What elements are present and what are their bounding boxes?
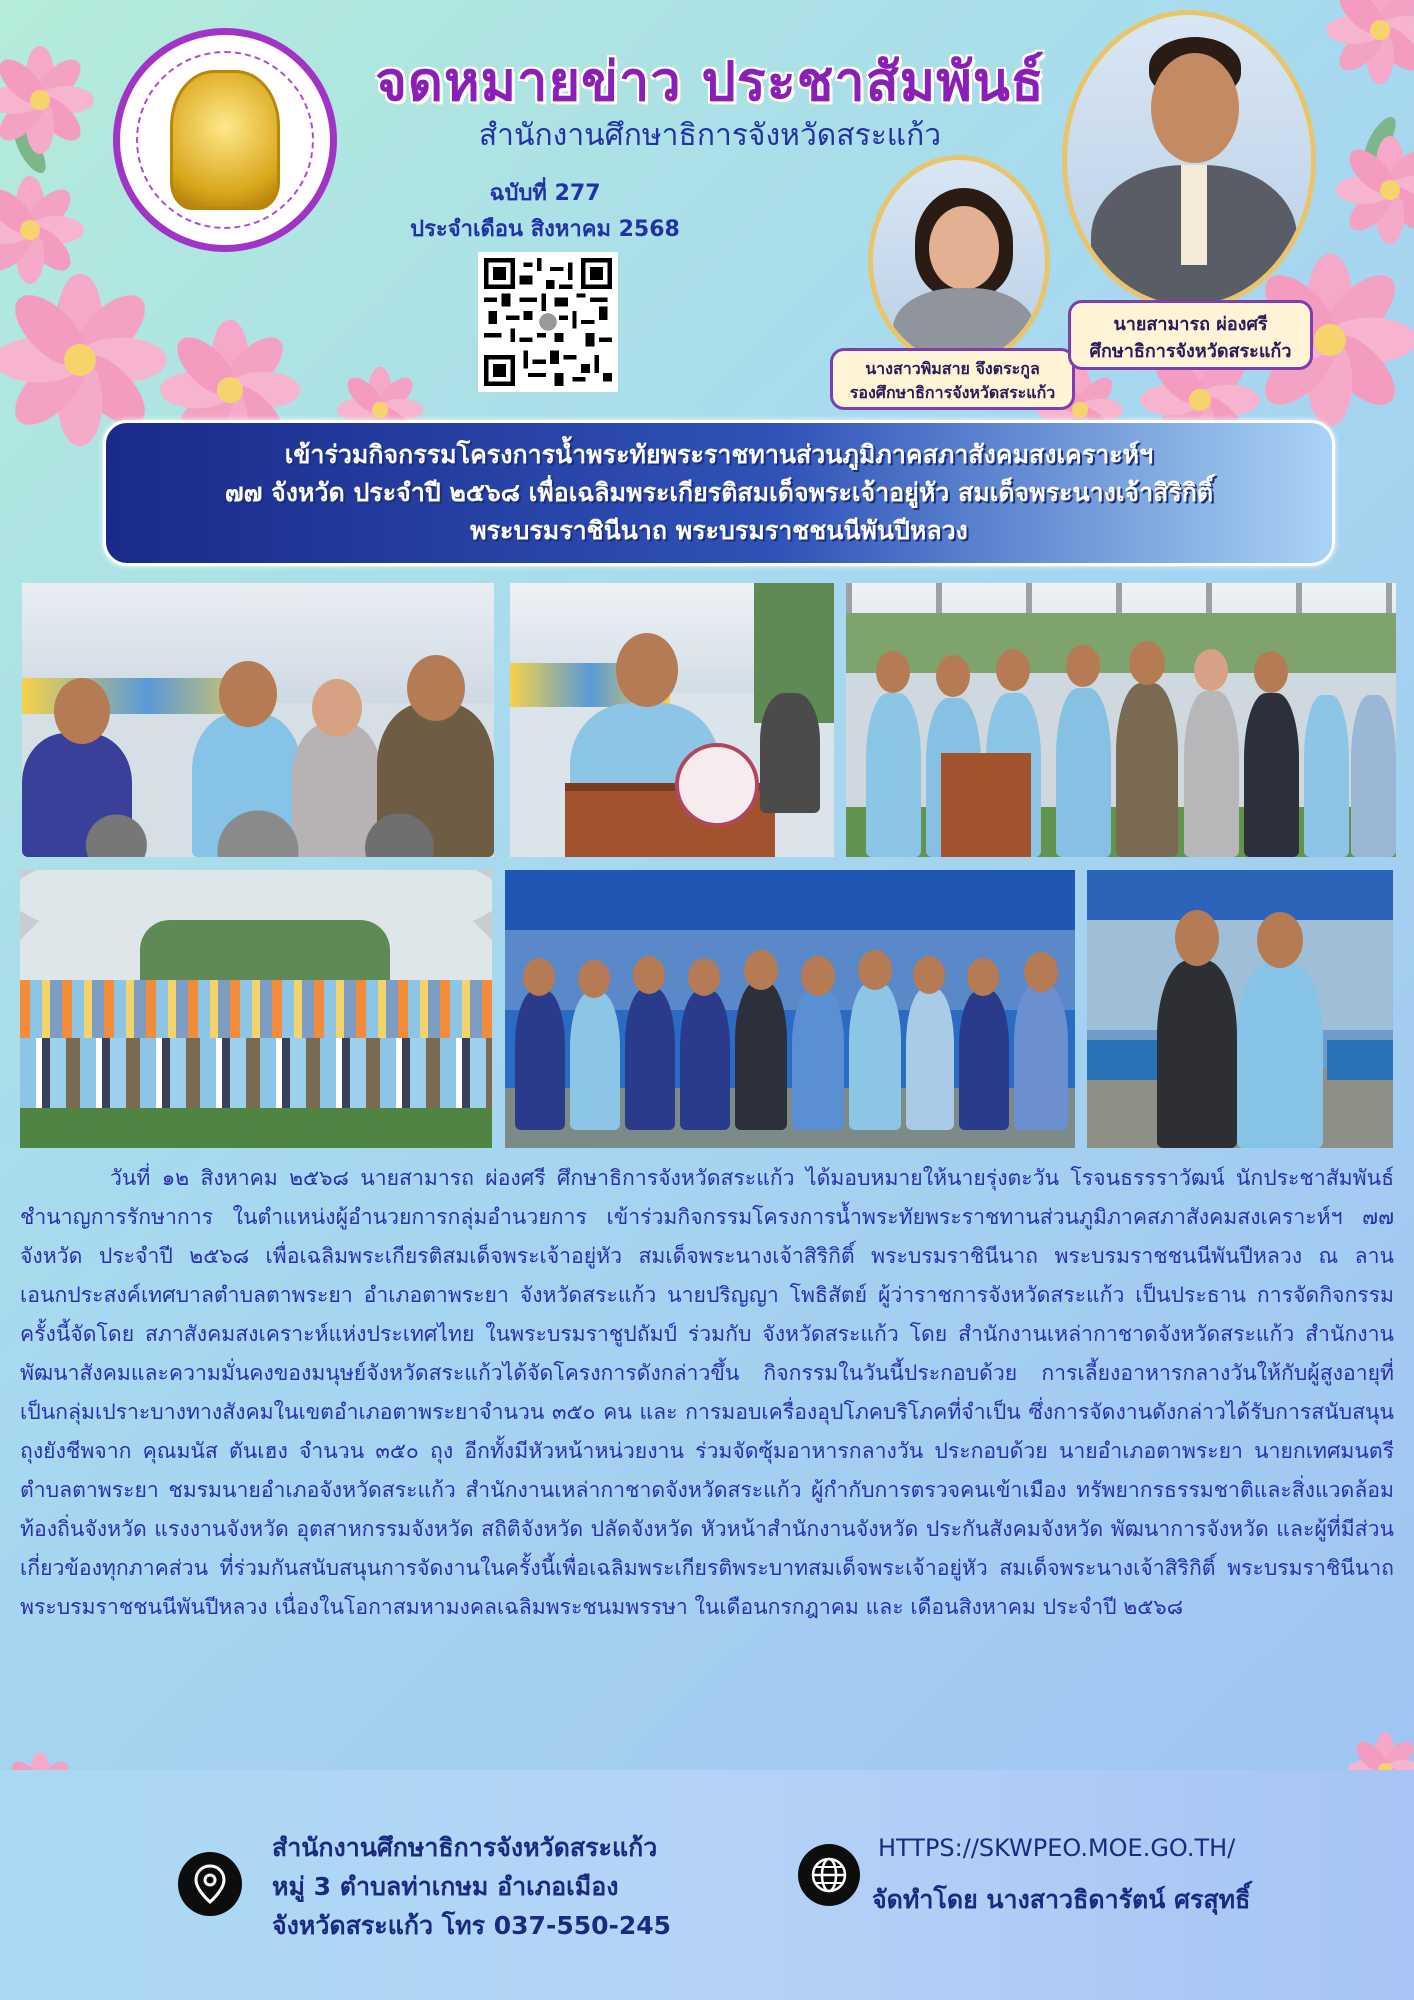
- author-credit: จัดทำโดย นางสาวธิดารัตน์ ศรสุทธิ์: [872, 1885, 1251, 1914]
- address-line-2: หมู่ 3 ตำบลท่าเกษม อำเภอเมือง: [272, 1872, 619, 1901]
- office-name: สำนักงานศึกษาธิการจังหวัดสระแก้ว: [478, 118, 942, 153]
- background-trees: [140, 920, 390, 980]
- globe-glyph: [810, 1856, 848, 1894]
- qr-code-pattern: [484, 258, 612, 386]
- deputy-name: นางสาวพิมสาย จึงตระกูล: [865, 359, 1040, 378]
- director-name-badge: [1068, 300, 1313, 370]
- director-portrait: [1062, 10, 1316, 310]
- issue-info: [400, 176, 690, 248]
- office-address: [272, 1828, 742, 1945]
- deputy-title: รองศึกษาธิการจังหวัดสระแก้ว: [849, 383, 1056, 402]
- address-line-1: สำนักงานศึกษาธิการจังหวัดสระแก้ว: [272, 1833, 658, 1862]
- headline-line-2: ๗๗ จังหวัด ประจำปี ๒๕๖๘ เพื่อเฉลิมพระเกียรติสมเด็จพระเจ้าอยู่หัว สมเด็จพระนางเจ้าสิริกิติ์: [224, 478, 1214, 507]
- event-photo-6: [1087, 870, 1393, 1148]
- event-photo-1: [22, 583, 494, 857]
- news-headline-box: [103, 420, 1335, 566]
- front-row: [20, 1038, 492, 1108]
- event-photo-3: [846, 583, 1396, 857]
- newsletter-title: จดหมายข่าว ประชาสัมพันธ์: [375, 50, 1045, 113]
- director-name: นายสามารถ ผ่องศรี: [1113, 314, 1268, 335]
- address-line-3: จังหวัดสระแก้ว โทร 037-550-245: [272, 1911, 672, 1940]
- event-photo-2: [510, 583, 834, 857]
- table: [1327, 1040, 1393, 1080]
- blue-tent: [505, 870, 1075, 930]
- deputy-portrait: [868, 155, 1050, 367]
- event-photo-4: [20, 870, 492, 1148]
- podium-seal: [675, 743, 759, 827]
- news-paragraph: วันที่ ๑๒ สิงหาคม ๒๕๖๘ นายสามารถ ผ่องศรี ศึกษาธิการจังหวัดสระแก้ว ได้มอบหมายให้นายรุ่งตะวัน โรจนธรรราวัฒน์ นักประชาสัมพันธ์ชำนาญการรักษาการ ในตำแหน่งผู้อำนวยการกลุ่มอำนวยการ เข้าร่วมกิจกรรมโครงการน้ำพระทัยพระราชทานส่วนภูมิภาคสภาสังคมสงเคราะห์ฯ ๗๗ จังหวัด ประจำปี ๒๕๖๘ เพื่อเฉลิมพระเกียรติสมเด็จพระเจ้าอยู่หัว สมเด็จพระนางเจ้าสิริกิติ์ พระบรมราชินีนาถ พระบรมราชชนนีพันปีหลวง ณ ลานเอนกประสงค์เทศบาลตำบลตาพระยา อำเภอตาพระยา จังหวัดสระแก้ว นายปริญญา โพธิสัตย์ ผู้ว่าราชการจังหวัดสระแก้ว เป็นประธาน การจัดกิจกรรมครั้งนี้จัดโดย สภาสังคมสงเคราะห์แห่งประเทศไทย ในพระบรมราชูปถัมป์ ร่วมกับ จังหวัดสระแก้ว โดย สำนักงานเหล่ากาชาดจังหวัดสระแก้ว สำนักงานพัฒนาสังคมและความมั่นคงของมนุษย์จังหวัดสระแก้วได้จัดโครงการดังกล่าวขึ้น กิจกรรมในวันนี้ประกอบด้วย การเลี้ยงอาหารกลางวันให้กับผู้สูงอายุที่เป็นกลุ่มเปราะบางทางสังคมในเขตอำเภอตาพระยาจำนวน ๓๕๐ คน และ การมอบเครื่องอุปโภคบริโภคที่จำเป็น ซึ่งการจัดงานดังกล่าวได้รับการสนับสนุนถุงยังชีพจาก คุณมนัส ตันเฮง จำนวน ๓๕๐ ถุง อีกทั้งมีหัวหน้าหน่วยงาน ร่วมจัดซุ้มอาหารกลางวัน ประกอบด้วย นายอำเภอตาพระยา นายกเทศมนตรีตำบลตาพระยา ชมรมนายอำเภอจังหวัดสระแก้ว สำนักงานเหล่ากาชาดจังหวัดสระแก้ว ผู้กำกับการตรวจคนเข้าเมือง ทรัพยากรธรรมชาติและสิ่งแวดล้อม ท้องถิ่นจังหวัด แรงงานจังหวัด อุตสาหกรรมจังหวัด สถิติจังหวัด ปลัดจังหวัด หัวหน้าสำนักงานจังหวัด ประกันสังคมจังหวัด พัฒนาการจังหวัด และผู้ที่มีส่วนเกี่ยวข้องทุกภาคส่วน ที่ร่วมกันสนับสนุนการจัดงานในครั้งนี้เพื่อเฉลิมพระเกียรติพระบาทสมเด็จพระเจ้าอยู่หัว สมเด็จพระนางเจ้าสิริกิติ์ พระบรมราชินีนาถ พระบรมราชชนนีพันปีหลวง เนื่องในโอกาสมหามงคลเฉลิมพระชนมพรรษา ในเดือนกรกฎาคม และ เดือนสิงหาคม ประจำปี ๒๕๖๘: [20, 1165, 1394, 1619]
- headline-line-1: เข้าร่วมกิจกรรมโครงการน้ำพระทัยพระราชทานส่วนภูมิภาคสภาสังคมสงเคราะห์ฯ: [284, 440, 1154, 469]
- seal-ring: [136, 51, 314, 229]
- news-headline: [225, 436, 1213, 550]
- map-pin-glyph: [193, 1864, 227, 1904]
- globe-icon: [798, 1844, 860, 1906]
- news-body: [20, 1158, 1394, 1626]
- podium: [941, 753, 1031, 857]
- deputy-name-badge: [830, 348, 1075, 410]
- blue-tent: [1087, 870, 1393, 920]
- issue-number: ฉบับที่ 277: [489, 181, 601, 206]
- crowd: [20, 980, 492, 1040]
- director-title: ศึกษาธิการจังหวัดสระแก้ว: [1089, 341, 1292, 362]
- qr-code[interactable]: [478, 252, 618, 392]
- issue-month: ประจำเดือน สิงหาคม 2568: [410, 217, 680, 242]
- website-link[interactable]: HTTPS://SKWPEO.MOE.GO.TH/: [878, 1834, 1236, 1862]
- director-shirt: [1181, 165, 1207, 265]
- table: [1087, 1040, 1157, 1080]
- background-trees: [846, 613, 1396, 673]
- newsletter-header: [0, 0, 1414, 418]
- map-pin-icon: [178, 1852, 242, 1916]
- office-seal-logo: [113, 28, 337, 252]
- deputy-face: [929, 206, 999, 290]
- director-face: [1151, 53, 1239, 163]
- headline-line-3: พระบรมราชินีนาถ พระบรมราชชนนีพันปีหลวง: [470, 516, 968, 545]
- event-photo-5: [505, 870, 1075, 1148]
